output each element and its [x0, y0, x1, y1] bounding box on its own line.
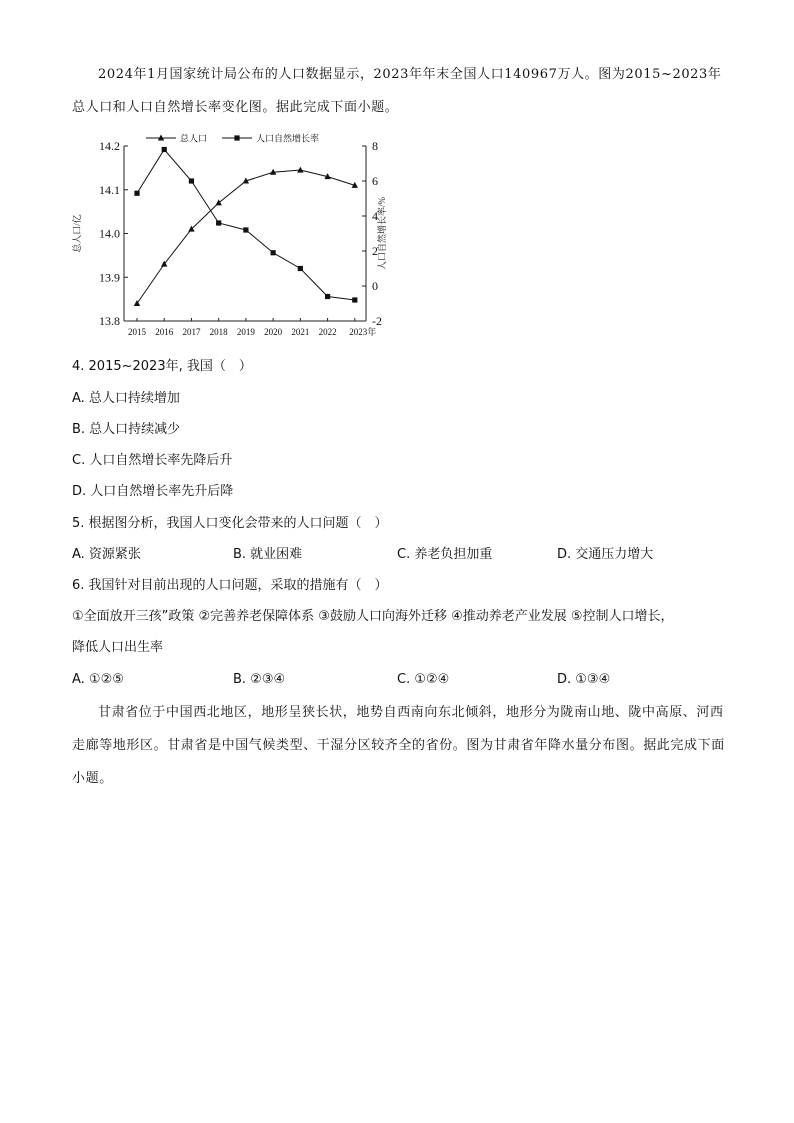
question-5-stem: 5. 根据图分析，我国人口变化会带来的人口问题（ ） [72, 516, 388, 531]
x-tick-label: 2015 [128, 327, 146, 337]
question-5-option-d: D. 交通压力增大 [557, 547, 654, 562]
left-tick-label: 13.9 [99, 270, 120, 285]
x-tick-label: 2019 [236, 327, 255, 337]
question-4-option-a: A. 总人口持续增加 [72, 391, 180, 406]
left-tick-label: 14.0 [99, 226, 120, 241]
question-5-option-c: C. 养老负担加重 [397, 547, 493, 562]
right-tick-label: 4 [372, 209, 378, 223]
question-4-option-c: C. 人口自然增长率先降后升 [72, 453, 233, 468]
growth-rate-point [325, 294, 330, 299]
question-4-option-d: D. 人口自然增长率先升后降 [72, 484, 234, 499]
total-population-point [215, 199, 221, 205]
question-5-option-a: A. 资源紧张 [72, 547, 141, 562]
right-tick-label: 6 [372, 174, 378, 188]
growth-rate-point [298, 266, 303, 271]
left-tick-label: 14.1 [99, 182, 120, 197]
x-tick-label: 2021 [291, 327, 310, 337]
intro-paragraph-gansu: 甘肃省位于中国西北地区，地形呈狭长状，地势自西南向东北倾斜，地形分为陇南山地、陇中高原、河西走廊等地形区。甘肃省是中国气候类型、干湿分区较齐全的省份。图为甘肃省年降水量分布图。据此完成下面小题。 [72, 705, 725, 786]
left-tick-label: 13.8 [99, 314, 120, 328]
intro-paragraph-population: 2024年1月国家统计局公布的人口数据显示，2023年年末全国人口140967万人。图为2015~2023年总人口和人口自然增长率变化图。据此完成下面小题。 [72, 67, 722, 115]
right-tick-label: -2 [372, 314, 382, 328]
question-6-stem: 6. 我国针对目前出现的人口问题，采取的措施有（ ） [72, 578, 388, 593]
question-6-items-line1: ①全面放开三孩”政策 ②完善养老保障体系 ③鼓励人口向海外迁移 ④推动养老产业发展 ⑤控制人口增长， [72, 609, 674, 624]
question-6-option-a: A. ①②⑤ [72, 672, 124, 687]
right-tick-label: 8 [372, 139, 378, 153]
right-tick-label: 0 [372, 279, 378, 293]
question-4-option-b: B. 总人口持续减少 [72, 422, 181, 437]
question-6-option-c: C. ①②④ [397, 672, 450, 687]
x-tick-label: 2018 [209, 327, 228, 337]
question-6-items-line2: 降低人口出生率 [72, 640, 164, 655]
legend-label-total-population: 总人口 [180, 133, 208, 144]
right-tick-label: 2 [372, 244, 378, 258]
population-chart [66, 130, 396, 346]
question-4-stem: 4. 2015~2023年, 我国（ ） [72, 359, 252, 374]
x-tick-label: 2020 [264, 327, 283, 337]
x-tick-label: 2022 [318, 327, 337, 337]
y2-axis-title: 人口自然增长率/% [377, 197, 387, 270]
total-population-point [297, 167, 303, 173]
growth-rate-point [189, 178, 194, 183]
question-5-option-b: B. 就业困难 [233, 547, 303, 562]
x-tick-label: 2023年 [349, 327, 377, 337]
growth-rate-point [243, 227, 248, 232]
question-6-option-d: D. ①③④ [557, 672, 611, 687]
total-population-line [137, 170, 355, 303]
growth-rate-point [162, 147, 167, 152]
question-6-option-b: B. ②③④ [233, 672, 286, 687]
legend-label-growth-rate: 人口自然增长率 [256, 133, 320, 144]
legend-square-icon [234, 135, 239, 140]
growth-rate-point [352, 297, 357, 302]
growth-rate-point [271, 250, 276, 255]
y-axis-title: 总人口/亿 [72, 214, 82, 253]
growth-rate-point [134, 191, 139, 196]
left-tick-label: 14.2 [99, 139, 120, 153]
growth-rate-line [137, 150, 355, 301]
growth-rate-point [216, 220, 221, 225]
x-tick-label: 2016 [155, 327, 174, 337]
x-tick-label: 2017 [182, 327, 201, 337]
